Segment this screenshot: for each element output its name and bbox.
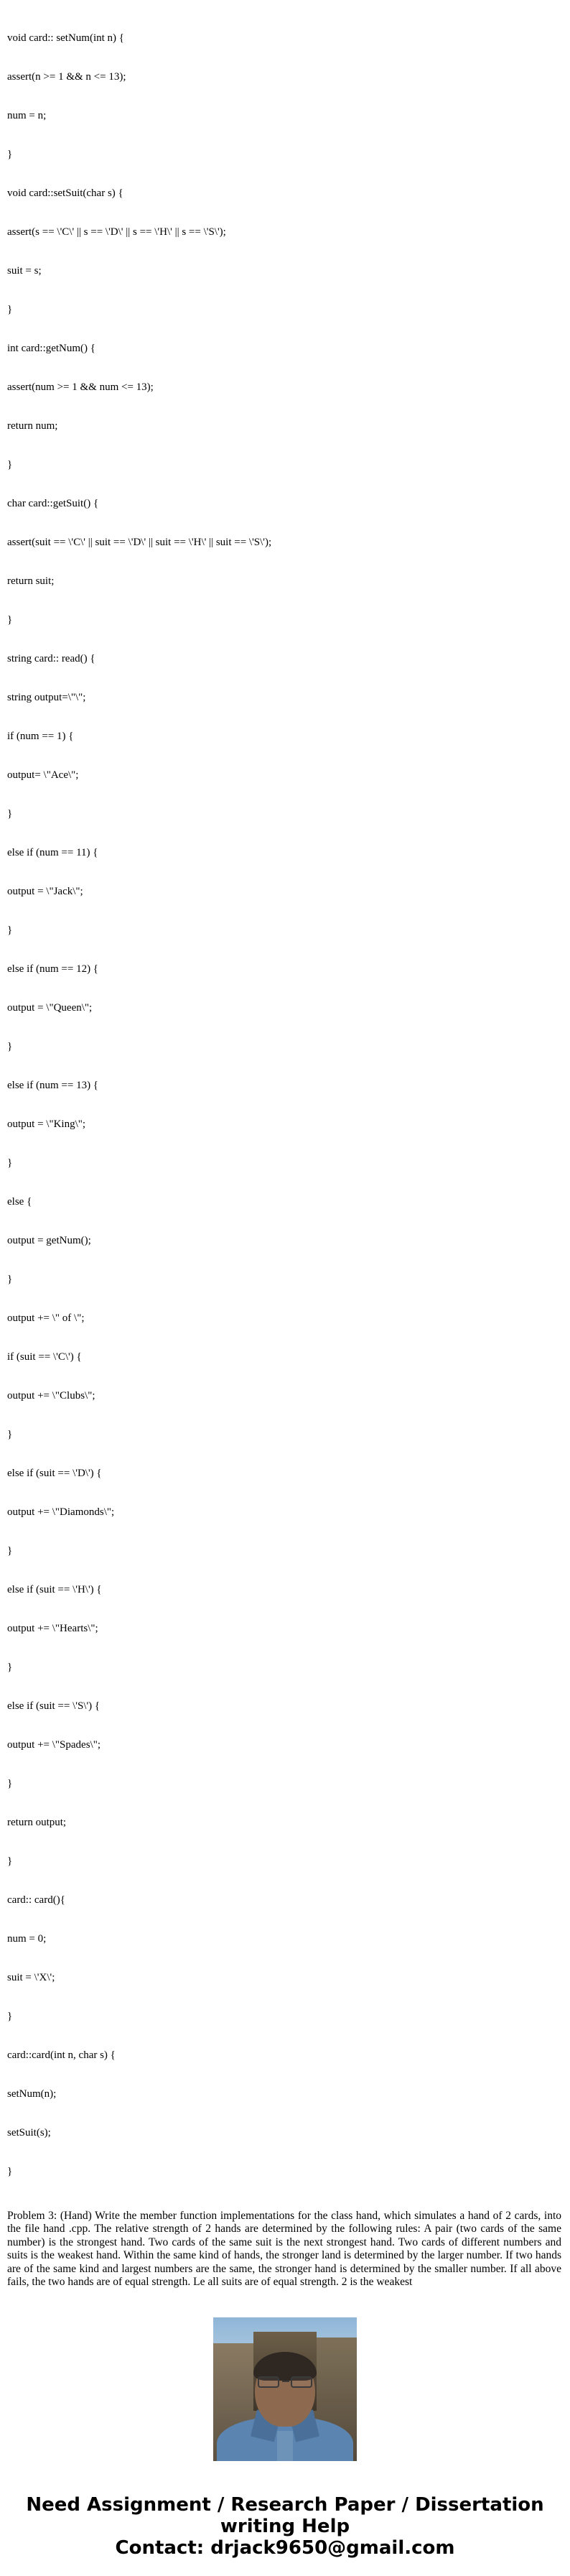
code-line: assert(num >= 1 && num <= 13); — [7, 381, 154, 393]
problem-statement: Problem 3: (Hand) Write the member function implementations for the class hand, which simulates a hand of 2 cards, into the file hand .cpp. The relative strength of 2 hands are determined by the following rules: A pair (two cards of the same number) is the strongest hand. Two cards of the same suit is the next strongest hand. Two cards of different numbers and suits is the weakest hand. Within the same kind of hands, the stronger land is determined by the larger number. If two hands are of the same kind and largest numbers are the same, the stronger hand is determined by the smaller number. If all above fails, the two hands are of equal strength. Le all suits are of equal strength. 2 is the weakest — [7, 2210, 561, 2289]
code-line: return num; — [7, 420, 58, 432]
promo-banner — [7, 2494, 563, 2576]
code-line: if (num == 1) { — [7, 731, 74, 742]
code-line: suit = \'X\'; — [7, 1972, 55, 1983]
code-line: void card:: setNum(int n) { — [7, 32, 125, 44]
tie — [277, 2431, 293, 2461]
promo-line-1: Need Assignment / Research Paper / Dissertation — [26, 2494, 544, 2516]
code-line: output = \"King\"; — [7, 1118, 86, 1130]
code-line: } — [7, 1274, 13, 1285]
code-line: void card::setSuit(char s) { — [7, 187, 123, 199]
code-line: } — [7, 1778, 13, 1789]
code-line: else if (num == 11) { — [7, 847, 98, 858]
code-line: output += \"Diamonds\"; — [7, 1506, 115, 1518]
code-line: } — [7, 1429, 13, 1440]
glasses-lens-right — [291, 2376, 312, 2388]
code-line: suit = s; — [7, 265, 42, 277]
code-line: return output; — [7, 1817, 67, 1828]
code-line: output = getNum(); — [7, 1235, 91, 1246]
code-line: else { — [7, 1196, 32, 1208]
code-line: } — [7, 1545, 13, 1557]
code-line: output = \"Jack\"; — [7, 886, 83, 897]
code-block — [7, 6, 563, 2204]
code-line: assert(suit == \'C\' || suit == \'D\' || suit == \'H\' || suit == \'S\'); — [7, 537, 272, 548]
code-line: } — [7, 2011, 13, 2022]
code-line: else if (suit == \'H\') { — [7, 1584, 102, 1595]
code-line: assert(s == \'C\' || s == \'D\' || s == \'H\' || s == \'S\'); — [7, 226, 226, 238]
glasses-lens-left — [258, 2376, 279, 2388]
avatar — [213, 2317, 357, 2461]
glasses-bridge — [282, 2381, 289, 2382]
code-line: else if (num == 13) { — [7, 1080, 99, 1091]
code-line: output += \"Hearts\"; — [7, 1623, 98, 1634]
code-line: } — [7, 149, 13, 160]
code-line: else if (num == 12) { — [7, 963, 99, 975]
code-line: else if (suit == \'D\') { — [7, 1468, 102, 1479]
code-line: string output=\"\"; — [7, 692, 86, 703]
code-line: } — [7, 1041, 13, 1052]
author-photo-container — [7, 2317, 563, 2461]
code-line: else if (suit == \'S\') { — [7, 1700, 101, 1712]
code-line: } — [7, 808, 13, 820]
code-line: } — [7, 1662, 13, 1673]
code-line: char card::getSuit() { — [7, 498, 99, 509]
code-line: } — [7, 459, 13, 471]
code-line: } — [7, 304, 13, 315]
code-line: output += \"Spades\"; — [7, 1739, 101, 1751]
code-line: setNum(n); — [7, 2088, 57, 2100]
code-line: assert(n >= 1 && n <= 13); — [7, 71, 126, 83]
code-line: } — [7, 2166, 13, 2177]
code-line: num = n; — [7, 110, 47, 121]
glasses-icon — [256, 2376, 314, 2388]
code-line: output = \"Queen\"; — [7, 1002, 93, 1014]
code-line: return suit; — [7, 575, 55, 587]
code-line: } — [7, 925, 13, 936]
code-line: card::card(int n, char s) { — [7, 2049, 116, 2061]
code-line: } — [7, 1157, 13, 1169]
code-line: setSuit(s); — [7, 2127, 51, 2139]
code-line: string card:: read() { — [7, 653, 95, 664]
code-line: } — [7, 1855, 13, 1867]
promo-line-2: writing Help — [220, 2516, 350, 2538]
code-line: } — [7, 614, 13, 626]
code-line: output += \"Clubs\"; — [7, 1390, 95, 1401]
code-line: int card::getNum() { — [7, 343, 95, 354]
promo-contact: Contact: drjack9650@gmail.com — [115, 2537, 455, 2559]
code-line: num = 0; — [7, 1933, 47, 1945]
code-line: card:: card(){ — [7, 1894, 65, 1906]
code-line: if (suit == \'C\') { — [7, 1351, 82, 1363]
code-line: output= \"Ace\"; — [7, 769, 79, 781]
code-line: output += \" of \"; — [7, 1312, 85, 1324]
